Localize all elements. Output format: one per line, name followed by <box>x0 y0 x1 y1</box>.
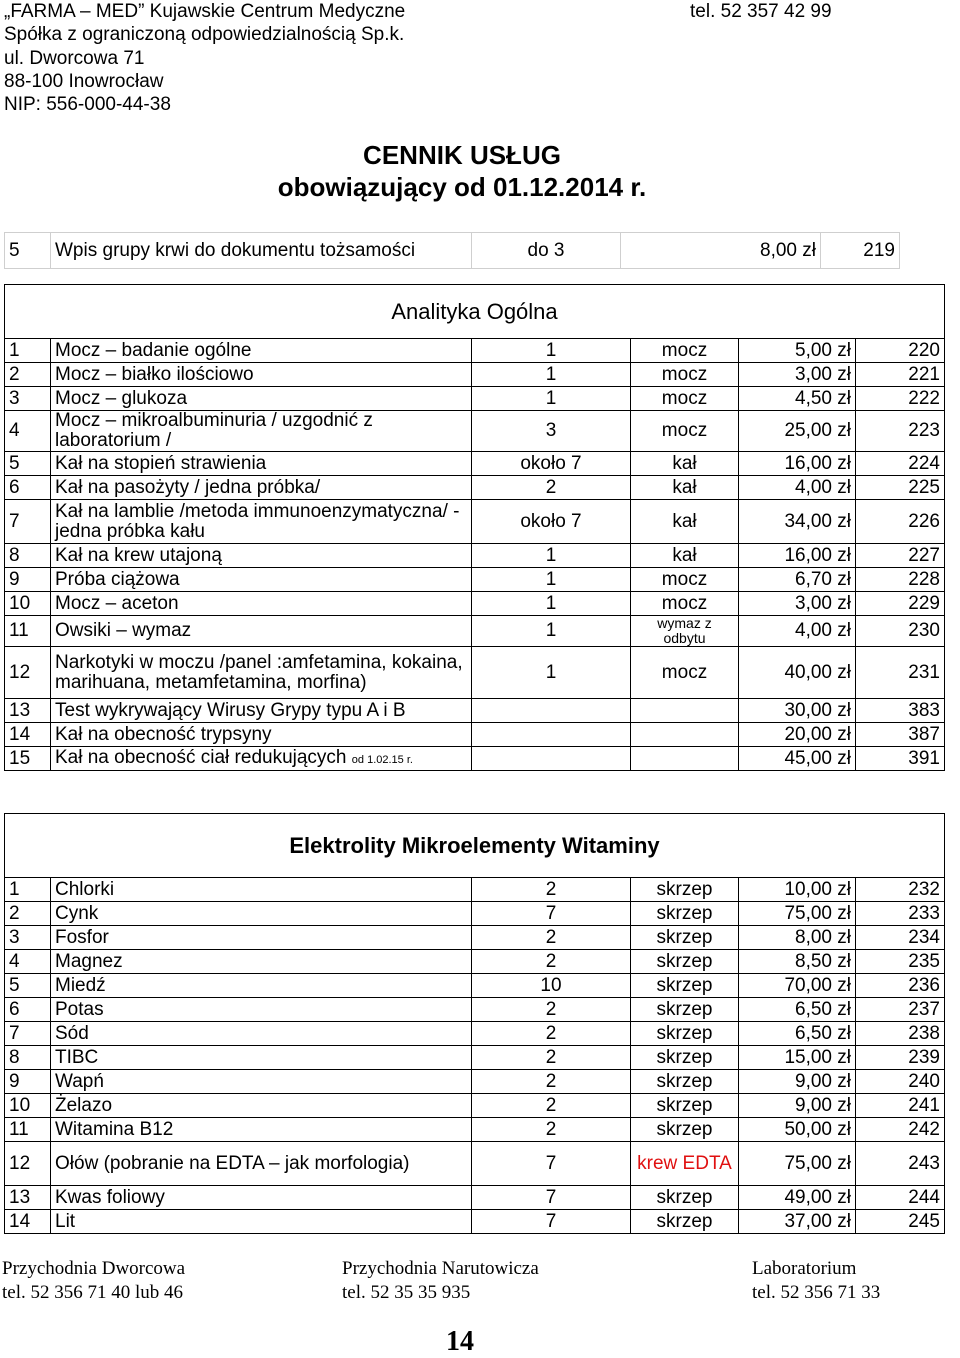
row-index: 3 <box>5 926 51 950</box>
table-row <box>5 363 945 387</box>
row-price: 9,00 zł <box>739 1070 856 1094</box>
row-index: 2 <box>5 363 51 387</box>
row-qty: 1 <box>472 568 631 592</box>
page-number: 14 <box>446 1326 474 1357</box>
row-code: 235 <box>856 950 945 974</box>
row-code: 391 <box>856 747 945 771</box>
company-name: „FARMA – MED” Kujawskie Centrum Medyczne <box>4 1 406 22</box>
company-street: ul. Dworcowa 71 <box>4 47 145 69</box>
row-name: Próba ciążowa <box>51 568 472 592</box>
row-material <box>631 699 739 723</box>
company-city: 88-100 Inowrocław <box>4 70 164 92</box>
row-qty: 1 <box>472 592 631 616</box>
row-qty: 2 <box>472 1022 631 1046</box>
row-price: 49,00 zł <box>739 1186 856 1210</box>
row-material: mocz <box>631 411 739 452</box>
row-price: 37,00 zł <box>739 1210 856 1234</box>
table-row <box>5 500 945 544</box>
row-qty: 2 <box>472 926 631 950</box>
row-material: skrzep <box>631 1118 739 1142</box>
row-code: 244 <box>856 1186 945 1210</box>
section-header <box>5 814 945 878</box>
table-row <box>5 1142 945 1186</box>
row-qty: 1 <box>472 647 631 699</box>
row-note: od 1.02.15 r. <box>351 753 413 766</box>
row-name: Ołów (pobranie na EDTA – jak morfologia) <box>51 1142 472 1186</box>
row-price: 6,70 zł <box>739 568 856 592</box>
row-code: 224 <box>856 452 945 476</box>
row-name: Fosfor <box>51 926 472 950</box>
elektrolity-table <box>4 813 945 1234</box>
row-price: 4,00 zł <box>739 616 856 647</box>
table-row <box>5 387 945 411</box>
row-name: Mocz – aceton <box>51 592 472 616</box>
row-index: 7 <box>5 500 51 544</box>
row-qty: do 3 <box>472 233 621 269</box>
table-row <box>5 1070 945 1094</box>
row-name: Kał na pasożyty / jedna próbka/ <box>51 476 472 500</box>
table-row <box>5 1022 945 1046</box>
row-price: 20,00 zł <box>739 723 856 747</box>
price-list-title: CENNIK USŁUG <box>363 140 561 170</box>
row-index: 10 <box>5 592 51 616</box>
row-material: mocz <box>631 387 739 411</box>
row-name: Cynk <box>51 902 472 926</box>
table-row <box>5 950 945 974</box>
footer-lab-name: Laboratorium <box>752 1258 857 1279</box>
row-name: Chlorki <box>51 878 472 902</box>
row-qty: 2 <box>472 1094 631 1118</box>
row-code: 227 <box>856 544 945 568</box>
row-price: 8,00 zł <box>739 926 856 950</box>
row-index: 13 <box>5 1186 51 1210</box>
row-price: 16,00 zł <box>739 544 856 568</box>
row-material: skrzep <box>631 1186 739 1210</box>
row-index: 5 <box>5 452 51 476</box>
footer-clinic-phone: tel. 52 35 35 935 <box>342 1282 471 1303</box>
row-code: 245 <box>856 1210 945 1234</box>
row-qty: 2 <box>472 476 631 500</box>
row-code: 237 <box>856 998 945 1022</box>
table-row <box>5 878 945 902</box>
row-code: 223 <box>856 411 945 452</box>
row-name: Magnez <box>51 950 472 974</box>
row-code: 383 <box>856 699 945 723</box>
row-qty: 2 <box>472 1118 631 1142</box>
row-index: 3 <box>5 387 51 411</box>
row-name: Mocz – mikroalbuminuria / uzgodnić z laboratorium / <box>51 411 472 452</box>
row-code: 226 <box>856 500 945 544</box>
row-index: 4 <box>5 950 51 974</box>
footer-lab-phone: tel. 52 356 71 33 <box>752 1282 881 1303</box>
table-row <box>5 568 945 592</box>
row-qty: 1 <box>472 339 631 363</box>
row-code: 233 <box>856 902 945 926</box>
row-qty: 2 <box>472 998 631 1022</box>
row-material: kał <box>631 544 739 568</box>
company-phone: tel. 52 357 42 99 <box>690 1 832 22</box>
row-price: 4,50 zł <box>739 387 856 411</box>
table-row <box>5 1118 945 1142</box>
row-qty: 7 <box>472 902 631 926</box>
row-code: 229 <box>856 592 945 616</box>
row-qty <box>472 723 631 747</box>
row-index: 8 <box>5 544 51 568</box>
row-material: kał <box>631 452 739 476</box>
row-material: mocz <box>631 568 739 592</box>
row-material: kał <box>631 476 739 500</box>
row-code: 230 <box>856 616 945 647</box>
row-index: 1 <box>5 339 51 363</box>
row-price: 50,00 zł <box>739 1118 856 1142</box>
row-code: 228 <box>856 568 945 592</box>
row-material: skrzep <box>631 926 739 950</box>
row-price: 30,00 zł <box>739 699 856 723</box>
table-row <box>5 544 945 568</box>
row-material: mocz <box>631 363 739 387</box>
row-material: krew EDTA <box>631 1142 739 1186</box>
row-index: 2 <box>5 902 51 926</box>
row-code: 241 <box>856 1094 945 1118</box>
footer-clinic-phone: tel. 52 356 71 40 lub 46 <box>2 1282 184 1303</box>
table-row <box>5 339 945 363</box>
row-material: kał <box>631 500 739 544</box>
row-name: Mocz – badanie ogólne <box>51 339 472 363</box>
row-qty: 1 <box>472 616 631 647</box>
row-qty: 10 <box>472 974 631 998</box>
row-name: Test wykrywający Wirusy Grypy typu A i B <box>51 699 472 723</box>
row-qty: 2 <box>472 950 631 974</box>
row-price: 6,50 zł <box>739 998 856 1022</box>
row-code: 234 <box>856 926 945 950</box>
footer-dworcowa <box>2 1257 185 1305</box>
row-name: Kał na stopień strawienia <box>51 452 472 476</box>
row-name: Wapń <box>51 1070 472 1094</box>
row-price: 5,00 zł <box>739 339 856 363</box>
row-material: mocz <box>631 339 739 363</box>
table-row <box>5 1186 945 1210</box>
table-row <box>5 723 945 747</box>
row-price: 4,00 zł <box>739 476 856 500</box>
table-row <box>5 452 945 476</box>
row-code: 239 <box>856 1046 945 1070</box>
table-row <box>5 998 945 1022</box>
section-title: Elektrolity Mikroelementy Witaminy <box>5 814 945 878</box>
table-row <box>5 592 945 616</box>
row-material: skrzep <box>631 1046 739 1070</box>
table-row <box>5 974 945 998</box>
row-qty: 2 <box>472 878 631 902</box>
row-price: 15,00 zł <box>739 1046 856 1070</box>
row-material: skrzep <box>631 878 739 902</box>
row-name: Lit <box>51 1210 472 1234</box>
row-material: skrzep <box>631 1070 739 1094</box>
footer-narutowicza <box>342 1257 539 1305</box>
row-qty: 1 <box>472 387 631 411</box>
analityka-table <box>4 284 945 771</box>
row-name: Miedź <box>51 974 472 998</box>
top-row-table <box>4 232 900 269</box>
row-code: 232 <box>856 878 945 902</box>
row-code: 387 <box>856 723 945 747</box>
row-name: Kał na lamblie /metoda immunoenzymatyczna/ - jedna próbka kału <box>51 500 472 544</box>
row-price: 75,00 zł <box>739 1142 856 1186</box>
row-name: Kał na krew utajoną <box>51 544 472 568</box>
row-index: 5 <box>5 974 51 998</box>
row-name: Kwas foliowy <box>51 1186 472 1210</box>
row-name: Narkotyki w moczu /panel :amfetamina, kokaina, marihuana, metamfetamina, morfina) <box>51 647 472 699</box>
row-qty: około 7 <box>472 452 631 476</box>
row-material: skrzep <box>631 1022 739 1046</box>
row-price: 10,00 zł <box>739 878 856 902</box>
row-index: 14 <box>5 723 51 747</box>
row-qty <box>472 699 631 723</box>
price-list-validity: obowiązujący od 01.12.2014 r. <box>277 172 647 202</box>
row-qty: 7 <box>472 1210 631 1234</box>
row-index: 12 <box>5 647 51 699</box>
section-title: Analityka Ogólna <box>5 285 945 339</box>
row-price: 45,00 zł <box>739 747 856 771</box>
table-row <box>5 616 945 647</box>
row-code: 231 <box>856 647 945 699</box>
row-index: 6 <box>5 998 51 1022</box>
row-index: 7 <box>5 1022 51 1046</box>
row-material: skrzep <box>631 1094 739 1118</box>
row-name: Wpis grupy krwi do dokumentu tożsamości <box>51 233 472 269</box>
row-name: Potas <box>51 998 472 1022</box>
row-price: 3,00 zł <box>739 592 856 616</box>
row-price: 3,00 zł <box>739 363 856 387</box>
row-name: Mocz – glukoza <box>51 387 472 411</box>
company-header <box>4 0 405 116</box>
row-name: Mocz – białko ilościowo <box>51 363 472 387</box>
row-index: 6 <box>5 476 51 500</box>
row-name: Witamina B12 <box>51 1118 472 1142</box>
footer-laboratorium <box>752 1257 880 1305</box>
table-row <box>5 233 900 269</box>
row-index: 12 <box>5 1142 51 1186</box>
row-code: 221 <box>856 363 945 387</box>
row-price: 34,00 zł <box>739 500 856 544</box>
row-index: 9 <box>5 1070 51 1094</box>
row-price: 16,00 zł <box>739 452 856 476</box>
table-row <box>5 747 945 771</box>
row-price: 8,00 zł <box>621 233 821 269</box>
row-material: skrzep <box>631 902 739 926</box>
row-price: 25,00 zł <box>739 411 856 452</box>
row-index: 11 <box>5 1118 51 1142</box>
row-code: 236 <box>856 974 945 998</box>
row-index: 14 <box>5 1210 51 1234</box>
row-name: Owsiki – wymaz <box>51 616 472 647</box>
row-price: 9,00 zł <box>739 1094 856 1118</box>
footer-clinic-name: Przychodnia Dworcowa <box>2 1258 186 1279</box>
row-code: 238 <box>856 1022 945 1046</box>
row-index: 9 <box>5 568 51 592</box>
row-material: wymaz z odbytu <box>631 616 739 647</box>
row-material: skrzep <box>631 998 739 1022</box>
row-material: skrzep <box>631 950 739 974</box>
row-qty: około 7 <box>472 500 631 544</box>
row-material: mocz <box>631 592 739 616</box>
row-index: 15 <box>5 747 51 771</box>
row-code: 222 <box>856 387 945 411</box>
row-material <box>631 723 739 747</box>
row-name: Kał na obecność trypsyny <box>51 723 472 747</box>
row-code: 240 <box>856 1070 945 1094</box>
row-index: 1 <box>5 878 51 902</box>
row-material <box>631 747 739 771</box>
row-code: 220 <box>856 339 945 363</box>
table-row <box>5 411 945 452</box>
row-name-text: Kał na obecność ciał redukujących <box>55 746 347 768</box>
row-code: 242 <box>856 1118 945 1142</box>
row-code: 225 <box>856 476 945 500</box>
table-row <box>5 1094 945 1118</box>
table-row <box>5 1210 945 1234</box>
row-index: 13 <box>5 699 51 723</box>
row-index: 8 <box>5 1046 51 1070</box>
row-index: 11 <box>5 616 51 647</box>
row-price: 8,50 zł <box>739 950 856 974</box>
row-index: 10 <box>5 1094 51 1118</box>
row-price: 70,00 zł <box>739 974 856 998</box>
row-qty: 3 <box>472 411 631 452</box>
row-price: 6,50 zł <box>739 1022 856 1046</box>
row-price: 75,00 zł <box>739 902 856 926</box>
section-header <box>5 285 945 339</box>
row-qty: 1 <box>472 544 631 568</box>
table-row <box>5 699 945 723</box>
table-row <box>5 1046 945 1070</box>
row-qty <box>472 747 631 771</box>
table-row <box>5 476 945 500</box>
row-name: TIBC <box>51 1046 472 1070</box>
row-qty: 2 <box>472 1070 631 1094</box>
row-price: 40,00 zł <box>739 647 856 699</box>
row-qty: 7 <box>472 1186 631 1210</box>
table-row <box>5 902 945 926</box>
row-qty: 2 <box>472 1046 631 1070</box>
row-code: 219 <box>821 233 900 269</box>
company-legal-form: Spółka z ograniczoną odpowiedzialnością Sp.k. <box>4 24 405 46</box>
row-name: Sód <box>51 1022 472 1046</box>
table-row <box>5 926 945 950</box>
company-nip: NIP: 556-000-44-38 <box>4 94 171 116</box>
row-material: mocz <box>631 647 739 699</box>
row-material: skrzep <box>631 1210 739 1234</box>
row-qty: 7 <box>472 1142 631 1186</box>
table-row <box>5 647 945 699</box>
row-qty: 1 <box>472 363 631 387</box>
row-index: 5 <box>5 233 51 269</box>
row-code: 243 <box>856 1142 945 1186</box>
footer-clinic-name: Przychodnia Narutowicza <box>342 1258 539 1279</box>
row-index: 4 <box>5 411 51 452</box>
row-name: Żelazo <box>51 1094 472 1118</box>
row-name <box>51 747 472 771</box>
row-material: skrzep <box>631 974 739 998</box>
